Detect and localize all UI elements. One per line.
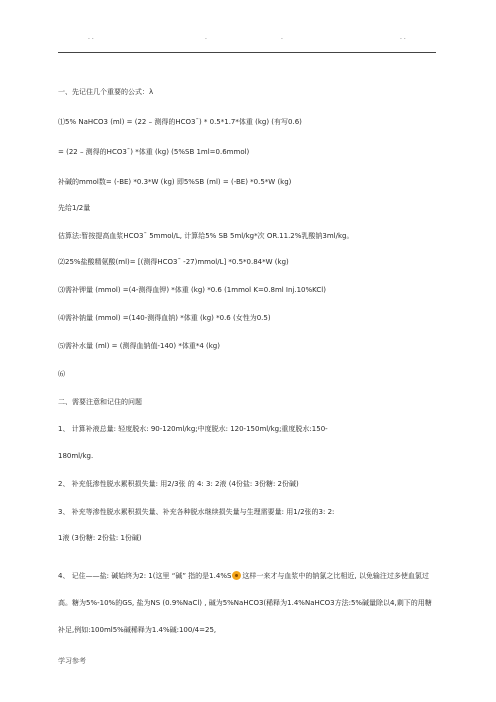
formula-2: ⑵25%盐酸精氨酸(ml)= [(测得HCO3ˉ -27)mmol/L] *0.5*0.84*W (kg) bbox=[58, 258, 289, 266]
formula-6: ⑹ bbox=[58, 370, 65, 378]
formula-3: ⑶需补钾量 (mmol) =(4-测得血钾) *体重 (kg) *0.6 (1mmol K=0.8ml Inj.10%KCl) bbox=[58, 286, 326, 294]
note-3: 3、 补充等渗性脱水累积损失量、补充各种脱水继续损失量与生理需要量: 用1/2张的3: 2: bbox=[58, 508, 335, 516]
formula-5: ⑸需补水量 (ml) = (测得血钠值-140) *体重*4 (kg) bbox=[58, 342, 220, 350]
header-dot-4: . . bbox=[400, 34, 406, 41]
formula-base-excess: 补碱的mmol数= (-BE) *0.3*W (kg) 即5%SB (ml) = (-BE) *0.5*W (kg) bbox=[58, 178, 292, 186]
note-1-continued: 180ml/kg. bbox=[58, 452, 94, 460]
header-dots bbox=[88, 35, 418, 43]
note-4-text-after: 这样一来才与血浆中的钠氯之比相近, 以免输注过多使血氯过高。糖为5%-10%的GS, 盐为NS (0.9%NaCl) , 碱为5%NaHCO3(稀释为1.4%NaHCO3方法:5%碱量除以4,剩下的用糖补足,例如:100ml5%碱稀释为1.4%碱:100/4=25, bbox=[58, 572, 432, 634]
header-dot-2: . bbox=[205, 34, 207, 41]
footer-label: 学习参考 bbox=[58, 657, 86, 665]
formula-1-continued: = (22 – 测得的HCO3ˉ) *体重 (kg) (5%SB 1ml=0.6mmol) bbox=[58, 148, 250, 156]
header-rule bbox=[58, 52, 436, 53]
note-1: 1、 计算补液总量: 轻度脱水: 90-120ml/kg;中度脱水: 120-150ml/kg;重度脱水:150- bbox=[58, 425, 328, 433]
formula-4: ⑷需补钠量 (mmol) =(140-测得血钠) *体重 (kg) *0.6 (女性为0.5) bbox=[58, 314, 271, 322]
section-heading-formulas: 一、先记住几个重要的公式：λ bbox=[58, 88, 154, 96]
formula-1: ⑴5% NaHCO3 (ml) = (22 – 测得的HCO3ˉ) * 0.5*1.7*体重 (kg) (有写0.6) bbox=[58, 118, 302, 126]
half-dose-note: 先给1/2量 bbox=[58, 204, 91, 212]
note-4-text-before: 4、 记住——盐: 碱始终为2: 1(这里 “碱” 指的是1.4%S bbox=[58, 572, 232, 580]
smiley-icon bbox=[232, 571, 241, 580]
section-heading-notes: 二、需要注意和记住的问题 bbox=[58, 398, 142, 406]
note-2: 2、 补充低渗性脱水累积损失量: 用2/3张 的 4: 3: 2液 (4份盐: 3份糖: 2份碱) bbox=[58, 480, 299, 488]
header-dot-3: . bbox=[281, 34, 283, 41]
estimation-method: 估算法:暂按提高血浆HCO3ˉ 5mmol/L, 计算给5% SB 5ml/kg*次 OR.11.2%乳酸钠3ml/kg。 bbox=[58, 232, 354, 240]
note-3-continued: 1液 (3份糖: 2份盐: 1份碱) bbox=[58, 534, 142, 542]
note-4 bbox=[58, 563, 433, 644]
header-dot-1: . . bbox=[88, 34, 94, 41]
